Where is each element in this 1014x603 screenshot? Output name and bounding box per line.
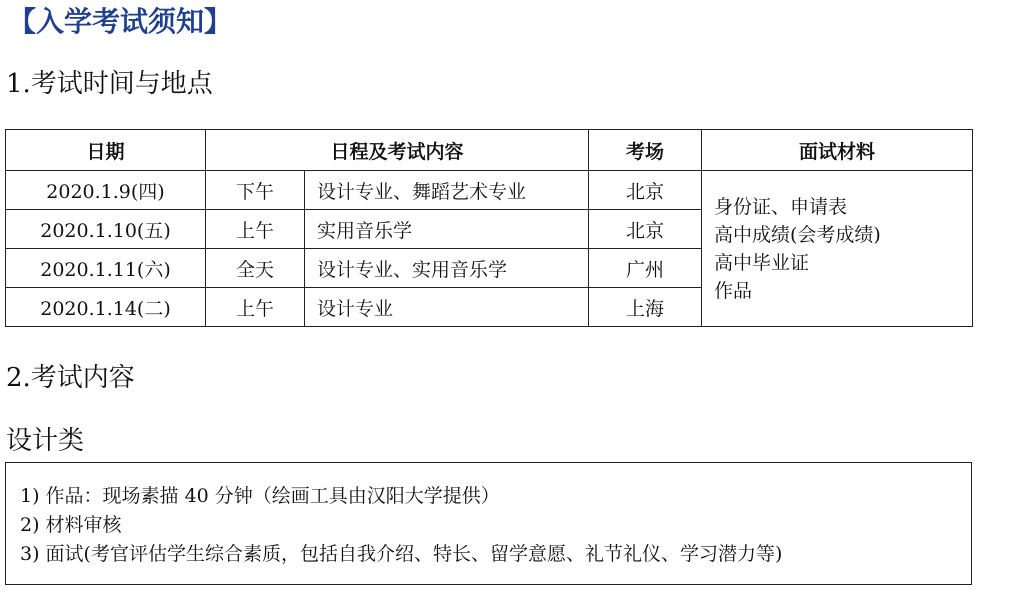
material-item: 作品: [714, 279, 753, 302]
cell-venue: 北京: [589, 210, 702, 249]
table-header-row: [6, 130, 973, 171]
list-item: 2) 材料审核: [20, 514, 122, 536]
cell-subject: 设计专业、舞蹈艺术专业: [305, 171, 589, 210]
cell-date: 2020.1.9(四): [6, 171, 206, 210]
exam-schedule-table: [5, 129, 973, 327]
material-item: 高中成绩(会考成绩): [714, 223, 881, 246]
cell-subject: 实用音乐学: [305, 210, 589, 249]
cell-time: 下午: [206, 171, 305, 210]
header-materials: 面试材料: [702, 130, 973, 171]
document-title: 【入学考试须知】: [8, 5, 233, 38]
material-item: 身份证、申请表: [714, 195, 848, 218]
cell-materials: [702, 171, 973, 327]
cell-date: 2020.1.10(五): [6, 210, 206, 249]
list-item: 3) 面试(考官评估学生综合素质，包括自我介绍、特长、留学意愿、礼节礼仪、学习潜力等): [20, 543, 783, 565]
cell-subject: 设计专业、实用音乐学: [305, 249, 589, 288]
table-row: [6, 171, 973, 210]
section-heading-time-location: 1.考试时间与地点: [6, 69, 213, 99]
section-heading-exam-content: 2.考试内容: [6, 363, 135, 393]
header-date: 日期: [6, 130, 206, 171]
cell-venue: 北京: [589, 171, 702, 210]
material-item: 高中毕业证: [714, 251, 810, 274]
cell-subject: 设计专业: [305, 288, 589, 327]
list-item: 1) 作品：现场素描 40 分钟（绘画工具由汉阳大学提供）: [20, 485, 500, 507]
cell-date: 2020.1.11(六): [6, 249, 206, 288]
header-schedule: 日程及考试内容: [206, 130, 589, 171]
cell-time: 上午: [206, 210, 305, 249]
exam-content-box: [5, 462, 972, 585]
cell-date: 2020.1.14(二): [6, 288, 206, 327]
header-venue: 考场: [589, 130, 702, 171]
subheading-design: 设计类: [6, 426, 85, 456]
cell-venue: 广州: [589, 249, 702, 288]
cell-time: 全天: [206, 249, 305, 288]
cell-venue: 上海: [589, 288, 702, 327]
cell-time: 上午: [206, 288, 305, 327]
